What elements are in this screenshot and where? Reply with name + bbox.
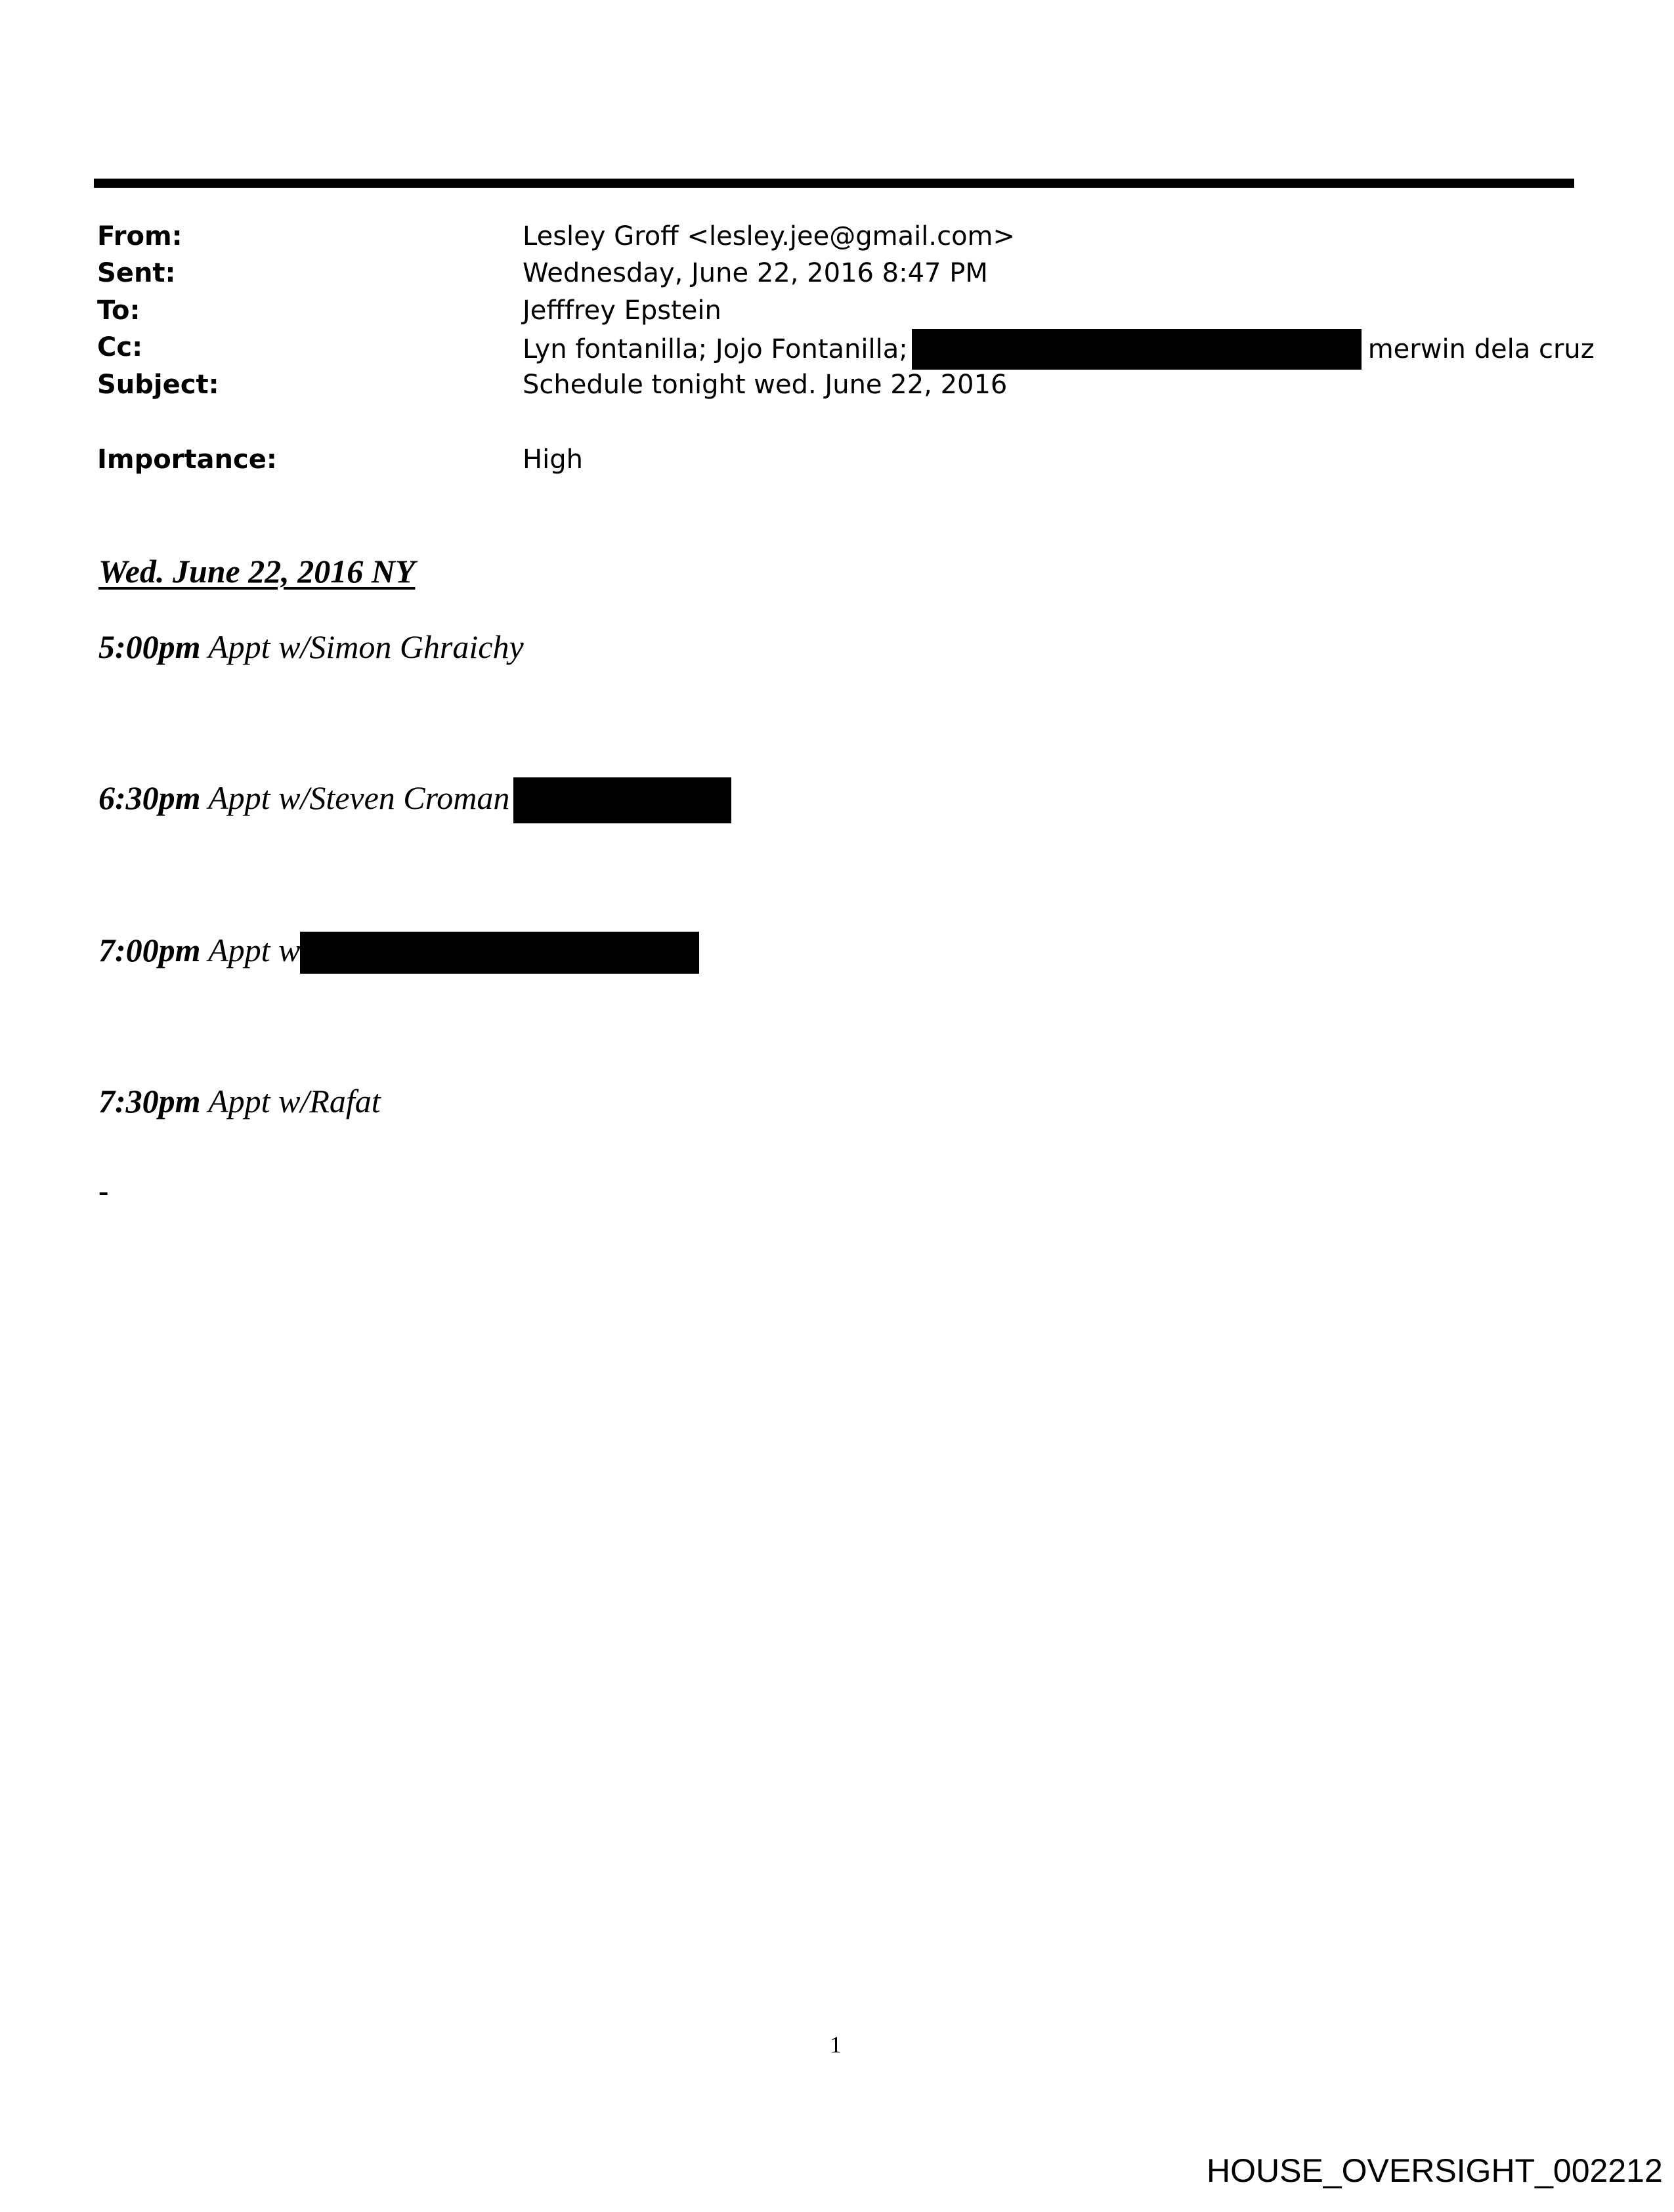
bates-number: HOUSE_OVERSIGHT_002212 [1207,2152,1663,2189]
sent-value: Wednesday, June 22, 2016 8:47 PM [523,258,988,288]
appointment-text: Appt w/Rafat [200,1083,381,1119]
cc-recipients: Lyn fontanilla; Jojo Fontanilla; [523,334,908,364]
appointment-line [98,929,699,975]
redaction-block [912,329,1362,370]
importance-value: High [523,445,583,475]
cc-recipient-last: merwin dela cruz [1367,334,1595,364]
appointment-text: Appt w/Steven Croman [200,779,510,816]
cc-row [97,330,1607,364]
header-divider [94,179,1574,188]
from-row [97,219,1607,253]
sent-row [97,256,1607,290]
redaction-block [300,932,699,974]
appointment-time: 5:00pm [98,628,201,665]
trailing-dash: - [98,1174,109,1207]
appointment-time: 6:30pm [98,779,201,816]
subject-row [97,368,1607,402]
to-value: Jefffrey Epstein [523,295,721,326]
schedule-title: Wed. June 22, 2016 NY [98,553,416,590]
to-row [97,293,1607,328]
appointment-line [98,777,731,825]
appointment-text: Appt w/Simon Ghraichy [200,628,524,665]
cc-label: Cc: [97,332,143,362]
appointment-line [98,1080,381,1122]
importance-label: Importance: [97,445,277,475]
subject-value: Schedule tonight wed. June 22, 2016 [523,370,1008,400]
subject-label: Subject: [97,370,219,400]
to-label: To: [97,295,140,326]
from-label: From: [97,221,182,251]
cc-value [523,330,1595,371]
appointment-time: 7:30pm [98,1083,201,1119]
appointment-line [98,626,524,668]
sent-label: Sent: [97,258,176,288]
page-number: 1 [830,2031,842,2058]
appointment-text: Appt w [200,932,301,968]
from-value: Lesley Groff <lesley.jee@gmail.com> [523,221,1016,251]
importance-row [97,443,1607,477]
redaction-block [513,777,731,823]
appointment-time: 7:00pm [98,932,201,968]
